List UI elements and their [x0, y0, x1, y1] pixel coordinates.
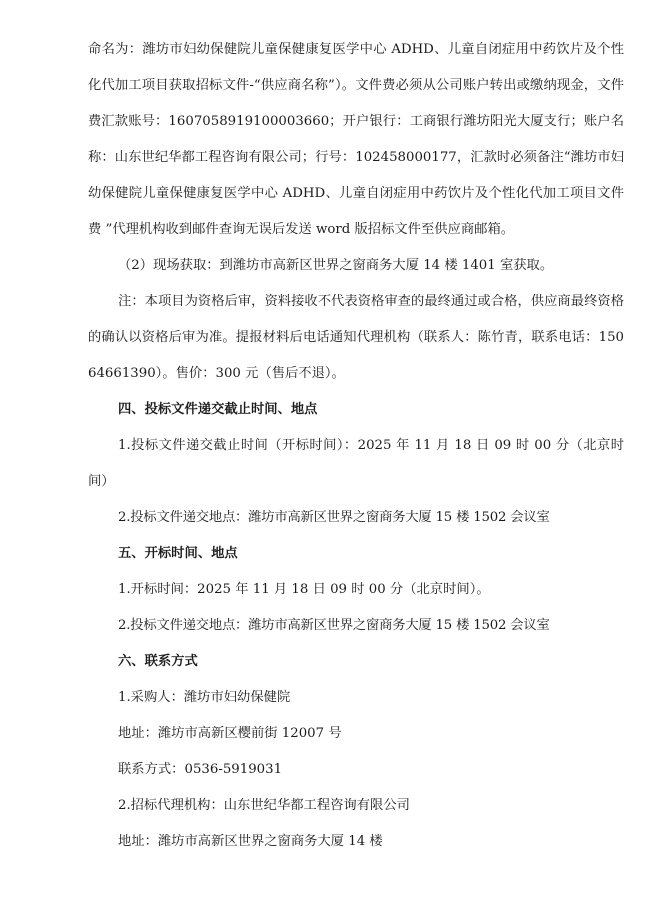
purchaser-address: 地址：潍坊市高新区樱前街 12007 号 — [118, 726, 342, 741]
section-5-heading: 五、开标时间、地点 — [118, 546, 238, 561]
agency-name: 2.招标代理机构：山东世纪华都工程咨询有限公司 — [118, 798, 410, 813]
section-4-item-deadline: 1.投标文件递交截止时间（开标时间）：2025 年 11 月 18 日 09 时 00 分（北京时间） — [88, 438, 624, 489]
agency-address: 地址：潍坊市高新区世界之窗商务大厦 14 楼 — [118, 834, 383, 849]
paragraph-onsite-pickup: （2）现场获取：到潍坊市高新区世界之窗商务大厦 14 楼 1401 室获取。 — [118, 258, 554, 273]
section-4-item-location: 2.投标文件递交地点：潍坊市高新区世界之窗商务大厦 15 楼 1502 会议室 — [118, 510, 550, 525]
section-4-heading: 四、投标文件递交截止时间、地点 — [118, 402, 318, 417]
paragraph-note: 注：本项目为资格后审，资料接收不代表资格审查的最终通过或合格，供应商最终资格的确认以资格后审为准。提报材料后电话通知代理机构（联系人：陈竹青，联系电话：15064661390）。售价：300 元（售后不退）。 — [88, 294, 624, 381]
purchaser-name: 1.采购人：潍坊市妇幼保健院 — [118, 690, 291, 705]
section-5-item-time: 1.开标时间：2025 年 11 月 18 日 09 时 00 分（北京时间）。 — [118, 582, 490, 597]
section-6-heading: 六、联系方式 — [118, 654, 198, 669]
section-5-item-location: 2.投标文件递交地点：潍坊市高新区世界之窗商务大厦 15 楼 1502 会议室 — [118, 618, 550, 633]
paragraph-file-fee: 命名为：潍坊市妇幼保健院儿童保健康复医学中心 ADHD、儿童自闭症用中药饮片及个性化代加工项目获取招标文件-“供应商名称”）。文件费必须从公司账户转出或缴纳现金，文件费汇款账号：1607058919100003660；开户银行：工商银行潍坊阳光大厦支行；账户名称：山东世纪华都工程咨询有限公司；行号：102458000177，汇款时必须备注“潍坊市妇幼保健院儿童保健康复医学中心 ADHD、儿童自闭症用中药饮片及个性化代加工项目文件费 ”代理机构收到邮件查询无误后发送 word 版招标文件至供应商邮箱。 — [88, 42, 624, 237]
document-page — [88, 32, 624, 860]
purchaser-contact: 联系方式：0536-5919031 — [118, 762, 283, 777]
